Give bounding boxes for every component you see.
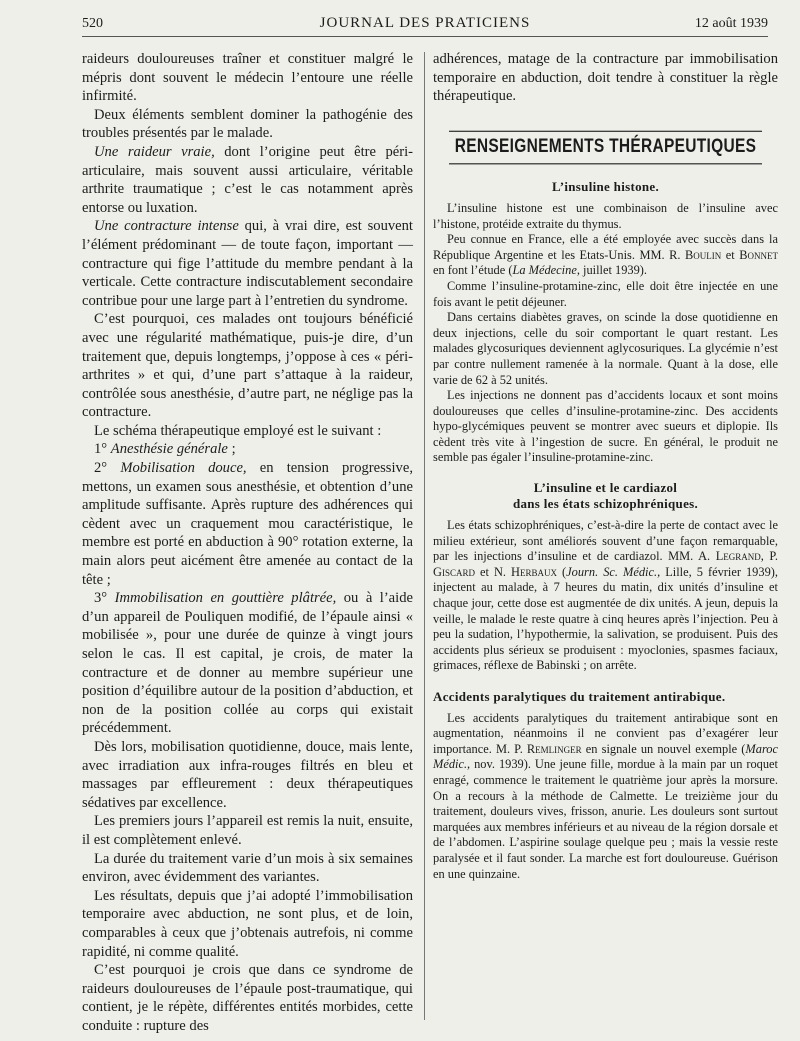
section-title-text: RENSEIGNEMENTS THÉRAPEUTIQUES bbox=[449, 130, 763, 163]
paragraph bbox=[433, 232, 778, 279]
paragraph-text: et N. bbox=[474, 564, 512, 579]
paragraph: Les résultats, depuis que j’ai adopté l’immobilisation temporaire avec abduction, ne sont plus, et de loin, comparables à ceux que j’obtenais autrefois, ni comme rapidité, ni comme qualité. bbox=[82, 887, 413, 960]
section-title bbox=[433, 134, 778, 161]
paragraph: adhérences, matage de la contracture par immobilisation temporaire en abduction, doit tendre à constituer la règle thérapeutique. bbox=[433, 51, 778, 105]
paragraph-text: qui, à vrai dire, est souvent l’élément prédominant — de toute façon, important — contracture qui fige l’attitude du membre pendant à la verticale. Cette contracture indiscutablement secondaire contribue pour une large part à l’entretien du syndrome. bbox=[82, 218, 413, 309]
italic-term: Mobilisation douce, bbox=[120, 460, 247, 477]
journal-citation: Journ. Sc. Médic., bbox=[566, 564, 661, 579]
list-item bbox=[82, 440, 413, 459]
italic-term: Anesthésie générale bbox=[110, 441, 228, 458]
journal-citation: Maroc Médic., bbox=[433, 741, 778, 772]
list-number: 3° bbox=[94, 590, 115, 607]
paragraph bbox=[82, 143, 413, 217]
paragraph-text: juillet 1939). bbox=[579, 263, 648, 278]
paragraph-text: en tension progressive, mettons, un examen sous anesthésie, et obtention d’une amplitude suffisante. Après rupture des adhérences qui cèdent avec un craquement mou caractéristique, le membre est porté en abduction à 90° rotation externe, la main alors peut aicément être amenée au contact de la tête ; bbox=[82, 460, 413, 588]
author-name: Giscard bbox=[433, 564, 475, 579]
paragraph: La durée du traitement varie d’un mois à six semaines environ, avec évidemment des variantes. bbox=[82, 850, 413, 886]
paragraph-text: Peu connue en France, elle a été employée avec succès dans la République Argentine et les Etats-Unis. MM. R. bbox=[433, 232, 778, 262]
paragraph: Les premiers jours l’appareil est remis la nuit, ensuite, il est complètement enlevé. bbox=[82, 813, 413, 848]
subsection-title: Accidents paralytiques du traitement antirabique. bbox=[433, 689, 726, 704]
list-item bbox=[82, 459, 413, 589]
subsection-body bbox=[433, 518, 778, 674]
subsection-body bbox=[433, 711, 778, 883]
page-number: 520 bbox=[82, 16, 103, 31]
list-number: 1° bbox=[94, 441, 111, 458]
italic-term: Une contracture intense bbox=[94, 218, 239, 235]
paragraph-text: en font l’étude ( bbox=[433, 263, 513, 278]
paragraph-text: ; bbox=[227, 441, 236, 458]
paragraph: C’est pourquoi, ces malades ont toujours bénéficié avec une régularité mathématique, puis-je dire, d’un traitement que, depuis longtemps, j’oppose à ces « péri-arthrites » et qui, d’une part s’attaque à la raideur, contrôlée sous anesthésie, d’autre part, ne néglige pas la contracture. bbox=[82, 311, 413, 421]
left-column bbox=[82, 50, 413, 1035]
issue-date: 12 août 1939 bbox=[694, 16, 768, 31]
subsection-title-line: dans les états schizophréniques. bbox=[512, 496, 699, 512]
journal-citation: La Médecine, bbox=[512, 263, 580, 278]
running-header bbox=[82, 14, 768, 37]
paragraph-text: et bbox=[721, 247, 740, 262]
paragraph bbox=[433, 518, 778, 674]
paragraph: Deux éléments semblent dominer la pathogénie des troubles présentés par le malade. bbox=[82, 106, 413, 142]
paragraph-text: Lille, 5 février 1939), injectent au malade, à 7 heures du matin, dix unités d’insuline et chaque jour, cette dose est augmentée de dix unités. A jeun, depuis la veille, le malade le reste quatre à cinq heures après l’injection. Peu à peu la sudation, l’hypothermie, la salivation, se produisent. Puis des accidents plus sérieux se produisent : myoclonies, spasmes faciaux, grimaces, réflexe de Babinski ; on arrête. bbox=[433, 564, 778, 673]
italic-term: Immobilisation en gouttière plâtrée, bbox=[114, 590, 337, 607]
subsection-title: L’insuline histone. bbox=[551, 179, 660, 195]
paragraph-text: en signale un nouvel exemple ( bbox=[581, 741, 746, 756]
paragraph-text: Les accidents paralytiques du traitement antirabique sont en augmentation, néanmoins il ne convient pas d’exagérer leur importance. M. P. bbox=[433, 710, 778, 756]
right-column bbox=[433, 50, 778, 882]
author-name: Legrand bbox=[715, 549, 761, 564]
paragraph: Le schéma thérapeutique employé est le suivant : bbox=[94, 422, 382, 439]
subsection-title bbox=[433, 480, 778, 512]
paragraph bbox=[82, 217, 413, 310]
list-item bbox=[82, 589, 413, 738]
list-number: 2° bbox=[94, 460, 121, 477]
italic-term: Une raideur vraie, bbox=[94, 143, 215, 160]
paragraph-text: ou à l’aide d’un appareil de Pouliquen modifié, de l’épaule ainsi « mobilisée », pour une durée de quinze à vingt jours selon le cas. Il est capital, je crois, de mater la contracture et de donner au membre supérieur une position d’équilibre autour de la position d’abduction, et non de la position collée au corps qui existait précédemment. bbox=[82, 590, 413, 737]
subsection-body bbox=[433, 201, 778, 466]
paragraph bbox=[433, 711, 778, 883]
author-name: Boulin bbox=[684, 247, 722, 262]
author-name: Bonnet bbox=[739, 247, 778, 262]
author-name: Herbaux bbox=[511, 564, 557, 579]
paragraph: Dès lors, mobilisation quotidienne, douce, mais lente, avec irradiation aux infra-rouges filtrés en bleu et massages par effleurement : deux thérapeutiques sédatives par excellence. bbox=[82, 738, 413, 811]
author-name: Remlinger bbox=[526, 741, 582, 756]
paragraph-text: nov. 1939). Une jeune fille, mordue à la main par un roquet enragé, commence le traitement le quatrième jour après la morsure. On a recours à la méthode de Calmette. Le treizième jour du traitement, douleurs vives, frisson, anurie. Les douleurs sont surtout marquées aux membres inférieurs et au niveau de la région dorsale et de l’abdomen. L’aspirine soulage quelque peu ; mais la vessie reste paralysée et il faut sonder. La marche est fort douloureuse. Guérison en une quinzaine. bbox=[433, 757, 778, 881]
journal-title: JOURNAL DES PRATICIENS bbox=[319, 15, 531, 31]
paragraph-text: Les états schizophréniques, c’est-à-dire la perte de contact avec le milieu extérieur, sont améliorés souvent d’une façon remarquable, par les injections d’insuline et de cardiazol. MM. A. bbox=[433, 518, 778, 564]
column-divider bbox=[424, 52, 425, 1020]
subsection-title-line: L’insuline et le cardiazol bbox=[533, 480, 678, 496]
paragraph: C’est pourquoi je crois que dans ce syndrome de raideurs douloureuses de l’épaule post-traumatique, qui contient, je le répète, différentes entités morbides, cette conduite : rupture des bbox=[82, 962, 413, 1034]
paragraph: L’insuline histone est une combinaison de l’insuline avec l’histone, protéide extraite du thymus. bbox=[433, 200, 778, 231]
paragraph: Comme l’insuline-protamine-zinc, elle doit être injectée en une fois avant le petit déjeuner. bbox=[433, 278, 778, 309]
paragraph: Les injections ne donnent pas d’accidents locaux et sont moins douloureuses que celles d’insuline-protamine-zinc. Des accidents hypo-glycémiques peuvent se montrer avec sueurs et diplopie. Ils cèdent très vite à l’ingestion de sucre. En général, le produit ne semble pas égaler l’insuline-protamine-zinc. bbox=[433, 388, 778, 465]
paragraph-text: , P. bbox=[760, 549, 779, 564]
paragraph-text: dont l’origine peut être péri-articulaire, mais souvent aussi articulaire, véritable arthrite traumatique ; c’est le cas notamment après entorse ou luxation. bbox=[82, 143, 414, 216]
paragraph: raideurs douloureuses traîner et constituer malgré le mépris dont souvent le médecin l’entoure une réelle infirmité. bbox=[82, 51, 413, 105]
paragraph-text: ( bbox=[557, 564, 567, 579]
paragraph: Dans certains diabètes graves, on scinde la dose quotidienne en deux injections, celle du soir comportant le quart restant. Les malades glycosuriques deviennent aglycosuriques. La glycémie n’est par contre nullement ramenée à la normale. Quant à la dose, elle varie de 62 à 52 unités. bbox=[433, 310, 778, 387]
